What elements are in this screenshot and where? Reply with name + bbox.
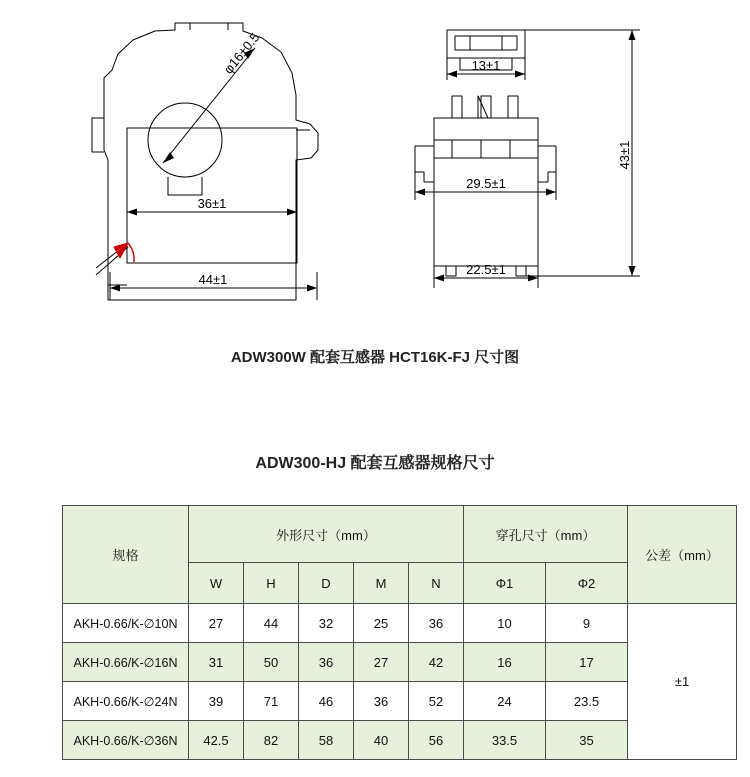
- label-dim-22-5: 22.5±1: [466, 262, 506, 277]
- cell-w: 39: [189, 682, 244, 721]
- cell-m: 40: [354, 721, 409, 760]
- cell-d: 32: [299, 604, 354, 643]
- label-hole-diameter: φ16±0.5: [220, 29, 263, 77]
- cell-phi1: 16: [464, 643, 546, 682]
- th-m: M: [354, 563, 409, 604]
- label-dim-44: 44±1: [198, 272, 228, 287]
- th-d: D: [299, 563, 354, 604]
- wire-indicator: [96, 243, 134, 275]
- left-view-outline: [92, 23, 318, 300]
- th-n: N: [409, 563, 464, 604]
- cell-h: 82: [244, 721, 299, 760]
- cell-w: 31: [189, 643, 244, 682]
- label-dim-36: 36±1: [197, 196, 227, 211]
- label-dim-13: 13±1: [471, 58, 501, 73]
- table-header-row-1: [63, 506, 737, 563]
- th-outer-dims: 外形尺寸（mm）: [189, 506, 464, 563]
- cell-d: 58: [299, 721, 354, 760]
- label-dim-29-5: 29.5±1: [466, 176, 506, 191]
- cell-w: 27: [189, 604, 244, 643]
- cell-phi1: 10: [464, 604, 546, 643]
- cell-spec: AKH-0.66/K-∅16N: [63, 643, 189, 682]
- cell-m: 36: [354, 682, 409, 721]
- cell-phi1: 33.5: [464, 721, 546, 760]
- cell-h: 50: [244, 643, 299, 682]
- dimension-drawing: [0, 0, 750, 340]
- cell-w: 42.5: [189, 721, 244, 760]
- figure-caption: ADW300W 配套互感器 HCT16K-FJ 尺寸图: [230, 349, 520, 366]
- label-dim-43: 43±1: [617, 140, 632, 170]
- cell-h: 71: [244, 682, 299, 721]
- cell-phi2: 9: [546, 604, 628, 643]
- cell-phi2: 35: [546, 721, 628, 760]
- cell-h: 44: [244, 604, 299, 643]
- cell-tolerance: ±1: [628, 604, 737, 760]
- cell-n: 42: [409, 643, 464, 682]
- cell-n: 52: [409, 682, 464, 721]
- th-spec: 规格: [63, 506, 189, 604]
- table-row: [63, 604, 737, 643]
- cell-spec: AKH-0.66/K-∅36N: [63, 721, 189, 760]
- cell-m: 27: [354, 643, 409, 682]
- th-hole-dims: 穿孔尺寸（mm）: [464, 506, 628, 563]
- th-h: H: [244, 563, 299, 604]
- th-phi1: Φ1: [464, 563, 546, 604]
- th-w: W: [189, 563, 244, 604]
- cell-n: 56: [409, 721, 464, 760]
- cell-d: 46: [299, 682, 354, 721]
- cell-spec: AKH-0.66/K-∅24N: [63, 682, 189, 721]
- cell-d: 36: [299, 643, 354, 682]
- cell-m: 25: [354, 604, 409, 643]
- th-tolerance: 公差（mm）: [628, 506, 737, 604]
- cell-phi2: 17: [546, 643, 628, 682]
- cell-n: 36: [409, 604, 464, 643]
- cell-spec: AKH-0.66/K-∅10N: [63, 604, 189, 643]
- th-phi2: Φ2: [546, 563, 628, 604]
- table-title: ADW300-HJ 配套互感器规格尺寸: [255, 455, 495, 472]
- cell-phi2: 23.5: [546, 682, 628, 721]
- spec-table: [62, 505, 737, 760]
- cell-phi1: 24: [464, 682, 546, 721]
